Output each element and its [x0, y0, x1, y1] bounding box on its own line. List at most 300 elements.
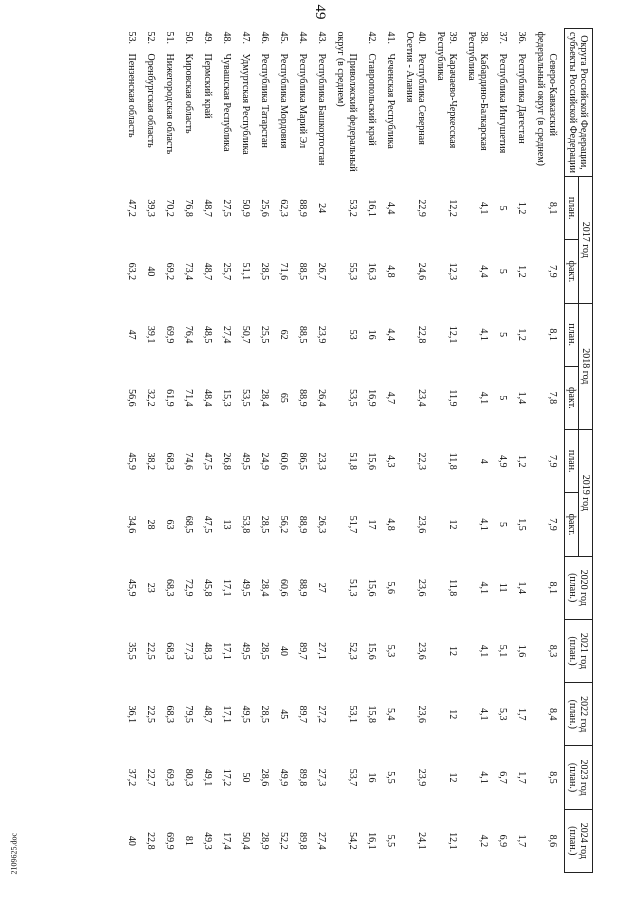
- value-cell: 25,6: [259, 199, 270, 217]
- row-number: 39.: [447, 31, 458, 44]
- value-cell: 4,1: [478, 201, 489, 215]
- value-cell: 23,4: [416, 389, 427, 407]
- value-cell: 23,6: [416, 578, 427, 597]
- value-cell: 53,7: [347, 768, 358, 787]
- row-number: 48.: [221, 31, 232, 44]
- value-cell: 53: [347, 329, 358, 340]
- value-cell: 8,1: [547, 581, 558, 594]
- region-name-cell: [219, 29, 238, 177]
- header-year-2019: 2019 год: [579, 430, 593, 557]
- region-name: Удмуртская Республика: [240, 53, 251, 155]
- value-cell: 26,8: [221, 452, 232, 470]
- value-cell: 48,7: [202, 262, 213, 281]
- value-cell: 4,9: [497, 454, 508, 468]
- value-cell: 73,4: [183, 262, 194, 281]
- value-cell: 1,2: [516, 201, 527, 215]
- region-name: Ставропольский край: [366, 53, 377, 146]
- region-name: Чеченская Республика: [385, 53, 396, 149]
- value-cell: 1,7: [516, 834, 527, 848]
- value-cell: 40: [145, 266, 156, 277]
- row-number: 38.: [478, 31, 489, 44]
- value-cell: 47,2: [126, 199, 137, 217]
- value-cell: 50,4: [240, 832, 251, 850]
- value-cell: 89,7: [297, 705, 308, 723]
- value-cell: 51,1: [240, 262, 251, 281]
- value-cell: 24,9: [259, 452, 270, 470]
- value-cell: 8,6: [547, 834, 558, 848]
- value-cell: 4,1: [478, 644, 489, 658]
- header-year-2017: 2017 год: [579, 177, 593, 304]
- region-name-cell: [333, 29, 364, 177]
- table-row: [433, 29, 464, 873]
- value-cell: 15,6: [366, 578, 377, 597]
- region-name: Карачаево-Черкесская Республика: [435, 31, 458, 149]
- region-name-cell: [402, 29, 433, 177]
- value-cell: 81: [183, 835, 194, 846]
- header-plan: план.: [565, 430, 579, 493]
- value-cell: 5: [497, 268, 508, 274]
- value-cell: 7,8: [547, 391, 558, 405]
- region-name: Нижегородская область: [164, 53, 175, 155]
- header-fact: факт.: [565, 240, 579, 303]
- table-row: [533, 29, 565, 873]
- region-name: Республика Мордовия: [278, 53, 289, 149]
- value-cell: 69,3: [164, 768, 175, 787]
- value-cell: 23,6: [416, 515, 427, 534]
- value-cell: 40: [278, 645, 289, 656]
- value-cell: 8,1: [547, 328, 558, 341]
- value-cell: 5,6: [385, 581, 396, 594]
- table-row: [402, 29, 433, 873]
- value-cell: 54,2: [347, 832, 358, 850]
- value-cell: 28: [145, 519, 156, 530]
- value-cell: 13: [221, 519, 232, 530]
- value-cell: 22,8: [145, 832, 156, 850]
- value-cell: 69,2: [164, 262, 175, 281]
- value-cell: 22,7: [145, 768, 156, 787]
- value-cell: 69,9: [164, 832, 175, 850]
- value-cell: 69,9: [164, 325, 175, 344]
- value-cell: 48,5: [202, 325, 213, 344]
- value-cell: 32,2: [145, 389, 156, 407]
- region-name: Северо-Кавказский федеральный округ (в среднем): [535, 31, 558, 166]
- value-cell: 51,8: [347, 452, 358, 470]
- value-cell: 76,8: [183, 199, 194, 217]
- value-cell: 88,9: [297, 515, 308, 534]
- value-cell: 8,1: [547, 201, 558, 215]
- value-cell: 88,9: [297, 199, 308, 217]
- value-cell: 72,9: [183, 578, 194, 597]
- value-cell: 12: [447, 519, 458, 530]
- value-cell: 5: [497, 521, 508, 527]
- value-cell: 4,1: [478, 708, 489, 721]
- value-cell: 4,1: [478, 328, 489, 341]
- table-row: [276, 29, 295, 873]
- value-cell: 28,9: [259, 832, 270, 850]
- value-cell: 15,6: [366, 452, 377, 470]
- value-cell: 49,1: [202, 768, 213, 787]
- value-cell: 80,3: [183, 768, 194, 787]
- value-cell: 27,4: [221, 325, 232, 344]
- region-name: Пензенская область: [126, 53, 137, 138]
- value-cell: 12: [447, 772, 458, 783]
- row-number: 36.: [516, 31, 527, 44]
- value-cell: 47,5: [202, 515, 213, 534]
- region-name: Республика Марий Эл: [297, 53, 308, 149]
- value-cell: 39,1: [145, 325, 156, 344]
- row-number: 42.: [366, 31, 377, 44]
- row-number: 41.: [385, 31, 396, 44]
- value-cell: 52,3: [347, 642, 358, 660]
- value-cell: 53,1: [347, 705, 358, 723]
- value-cell: 11: [497, 582, 508, 593]
- region-name-cell: [464, 29, 495, 177]
- value-cell: 28,5: [259, 705, 270, 723]
- value-cell: 50: [240, 772, 251, 783]
- value-cell: 1,7: [516, 771, 527, 784]
- value-cell: 12,2: [447, 199, 458, 217]
- value-cell: 48,4: [202, 389, 213, 407]
- value-cell: 24: [316, 203, 327, 214]
- value-cell: 4,8: [385, 518, 396, 531]
- value-cell: 70,2: [164, 199, 175, 217]
- value-cell: 88,9: [297, 578, 308, 597]
- value-cell: 1,2: [516, 265, 527, 278]
- header-fact: факт.: [565, 493, 579, 556]
- region-name: Республика Башкортостан: [316, 53, 327, 166]
- table-row: [514, 29, 533, 873]
- value-cell: 22,8: [416, 325, 427, 344]
- row-number: 52.: [145, 31, 156, 44]
- region-name-cell: [238, 29, 257, 177]
- table-row: [238, 29, 257, 873]
- value-cell: 52,2: [278, 832, 289, 850]
- value-cell: 26,3: [316, 515, 327, 534]
- region-name-cell: [433, 29, 464, 177]
- value-cell: 22,3: [416, 452, 427, 470]
- value-cell: 15,8: [366, 705, 377, 723]
- value-cell: 53,5: [347, 389, 358, 407]
- region-name: Республика Ингушетия: [497, 53, 508, 154]
- value-cell: 17,2: [221, 768, 232, 787]
- region-name-cell: [533, 29, 565, 177]
- value-cell: 5,3: [497, 708, 508, 721]
- value-cell: 28,6: [259, 768, 270, 787]
- value-cell: 4,1: [478, 391, 489, 405]
- value-cell: 17,1: [221, 642, 232, 660]
- value-cell: 89,8: [297, 768, 308, 787]
- value-cell: 4,2: [478, 834, 489, 848]
- value-cell: 28,4: [259, 389, 270, 407]
- table-row: [200, 29, 219, 873]
- rotated-table-container: [70, 28, 593, 873]
- header-year-2018: 2018 год: [579, 303, 593, 430]
- table-row: [219, 29, 238, 873]
- value-cell: 47,5: [202, 452, 213, 470]
- value-cell: 89,7: [297, 642, 308, 660]
- region-name: Чувашская Республика: [221, 53, 232, 152]
- value-cell: 71,4: [183, 389, 194, 407]
- row-number: 37.: [497, 31, 508, 44]
- value-cell: 88,9: [297, 389, 308, 407]
- region-name-cell: [200, 29, 219, 177]
- row-number: 44.: [297, 31, 308, 44]
- row-number: 47.: [240, 31, 251, 44]
- value-cell: 12,3: [447, 262, 458, 281]
- value-cell: 12: [447, 709, 458, 720]
- value-cell: 5: [497, 205, 508, 211]
- value-cell: 23,9: [416, 768, 427, 787]
- value-cell: 24,1: [416, 832, 427, 850]
- page-number: 49: [312, 4, 328, 20]
- value-cell: 48,7: [202, 705, 213, 723]
- value-cell: 16,3: [366, 262, 377, 281]
- value-cell: 45: [278, 709, 289, 720]
- value-cell: 25,5: [259, 325, 270, 344]
- value-cell: 12: [447, 645, 458, 656]
- value-cell: 71,6: [278, 262, 289, 281]
- value-cell: 68,5: [183, 515, 194, 534]
- table-row: [257, 29, 276, 873]
- header-plan: план.: [565, 303, 579, 366]
- value-cell: 4,4: [385, 328, 396, 341]
- table-row: [383, 29, 402, 873]
- value-cell: 77,3: [183, 642, 194, 660]
- value-cell: 1,4: [516, 391, 527, 405]
- table-row: [495, 29, 514, 873]
- value-cell: 11,8: [447, 452, 458, 470]
- value-cell: 23,6: [416, 705, 427, 723]
- value-cell: 26,7: [316, 262, 327, 281]
- value-cell: 49,9: [278, 768, 289, 787]
- value-cell: 36,1: [126, 705, 137, 723]
- value-cell: 11,8: [447, 579, 458, 597]
- value-cell: 6,9: [497, 834, 508, 848]
- value-cell: 5,5: [385, 771, 396, 784]
- value-cell: 68,3: [164, 578, 175, 597]
- value-cell: 12,1: [447, 832, 458, 850]
- row-number: 46.: [259, 31, 270, 44]
- value-cell: 22,9: [416, 199, 427, 217]
- value-cell: 47: [126, 329, 137, 340]
- value-cell: 49,5: [240, 578, 251, 597]
- header-plan: план.: [565, 177, 579, 240]
- value-cell: 68,3: [164, 705, 175, 723]
- value-cell: 28,5: [259, 642, 270, 660]
- value-cell: 4,7: [385, 391, 396, 405]
- value-cell: 4,4: [385, 201, 396, 215]
- value-cell: 88,5: [297, 325, 308, 344]
- value-cell: 49,5: [240, 452, 251, 470]
- value-cell: 60,6: [278, 578, 289, 597]
- value-cell: 76,4: [183, 325, 194, 344]
- value-cell: 48,3: [202, 642, 213, 660]
- header-plan-2023: 2023 год (план.): [565, 746, 593, 809]
- value-cell: 49,3: [202, 832, 213, 850]
- value-cell: 16,1: [366, 199, 377, 217]
- value-cell: 12,1: [447, 325, 458, 344]
- value-cell: 51,7: [347, 515, 358, 534]
- value-cell: 45,8: [202, 578, 213, 597]
- value-cell: 5,5: [385, 834, 396, 848]
- value-cell: 4,8: [385, 265, 396, 278]
- value-cell: 5: [497, 395, 508, 401]
- region-name: Кировская область: [183, 53, 194, 134]
- header-region: Округа Российской Федерации, субъекты Российской Федерации: [565, 29, 593, 177]
- value-cell: 4,1: [478, 518, 489, 531]
- table-row: [162, 29, 181, 873]
- region-name-cell: [295, 29, 314, 177]
- table-body: [124, 29, 565, 873]
- value-cell: 50,9: [240, 199, 251, 217]
- value-cell: 38,2: [145, 452, 156, 470]
- value-cell: 53,8: [240, 515, 251, 534]
- row-number: 51.: [164, 31, 175, 44]
- statistics-table: [124, 28, 593, 873]
- value-cell: 27,5: [221, 199, 232, 217]
- value-cell: 27,2: [316, 705, 327, 723]
- table-row: [295, 29, 314, 873]
- value-cell: 27,1: [316, 642, 327, 660]
- value-cell: 51,3: [347, 578, 358, 597]
- region-name-cell: [162, 29, 181, 177]
- value-cell: 17,1: [221, 578, 232, 597]
- value-cell: 88,5: [297, 262, 308, 281]
- value-cell: 5: [497, 332, 508, 338]
- value-cell: 1,4: [516, 581, 527, 594]
- value-cell: 45,9: [126, 452, 137, 470]
- region-name-cell: [314, 29, 333, 177]
- header-plan-2020: 2020 год (план.): [565, 556, 593, 619]
- row-number: 49.: [202, 31, 213, 44]
- value-cell: 23,6: [416, 642, 427, 660]
- value-cell: 62,3: [278, 199, 289, 217]
- value-cell: 50,7: [240, 325, 251, 344]
- value-cell: 16,9: [366, 389, 377, 407]
- value-cell: 45,9: [126, 578, 137, 597]
- region-name-cell: [383, 29, 402, 177]
- value-cell: 16: [366, 329, 377, 340]
- value-cell: 1,7: [516, 708, 527, 721]
- value-cell: 39,3: [145, 199, 156, 217]
- value-cell: 28,4: [259, 578, 270, 597]
- value-cell: 5,4: [385, 708, 396, 721]
- region-name-cell: [181, 29, 200, 177]
- table-row: [464, 29, 495, 873]
- value-cell: 25,7: [221, 262, 232, 281]
- value-cell: 48,7: [202, 199, 213, 217]
- region-name: Кабардино-Балкарская Республика: [466, 31, 489, 151]
- value-cell: 17,4: [221, 832, 232, 850]
- value-cell: 27: [316, 582, 327, 593]
- value-cell: 68,3: [164, 642, 175, 660]
- value-cell: 56,2: [278, 515, 289, 534]
- region-name: Республика Татарстан: [259, 53, 270, 148]
- value-cell: 60,6: [278, 452, 289, 470]
- value-cell: 63: [164, 519, 175, 530]
- row-number: 40.: [416, 31, 427, 44]
- value-cell: 49,5: [240, 642, 251, 660]
- value-cell: 5,1: [497, 644, 508, 658]
- value-cell: 74,6: [183, 452, 194, 470]
- value-cell: 49,5: [240, 705, 251, 723]
- row-number: 50.: [183, 31, 194, 44]
- value-cell: 5,3: [385, 644, 396, 658]
- value-cell: 4,1: [478, 771, 489, 784]
- region-name: Республика Дагестан: [516, 53, 527, 144]
- value-cell: 8,3: [547, 644, 558, 658]
- value-cell: 15,3: [221, 389, 232, 407]
- region-name-cell: [276, 29, 295, 177]
- value-cell: 53,2: [347, 199, 358, 217]
- table-row: [124, 29, 143, 873]
- value-cell: 11,9: [447, 389, 458, 407]
- region-name: Республика Северная Осетия - Алания: [404, 31, 427, 145]
- value-cell: 6,7: [497, 771, 508, 784]
- region-name-cell: [257, 29, 276, 177]
- region-name-cell: [364, 29, 383, 177]
- region-name-cell: [124, 29, 143, 177]
- value-cell: 53,5: [240, 389, 251, 407]
- value-cell: 27,4: [316, 832, 327, 850]
- value-cell: 28,5: [259, 515, 270, 534]
- value-cell: 17: [366, 519, 377, 530]
- table-row: [143, 29, 162, 873]
- value-cell: 7,9: [547, 518, 558, 531]
- value-cell: 1,6: [516, 644, 527, 658]
- value-cell: 1,5: [516, 518, 527, 531]
- value-cell: 23: [145, 582, 156, 593]
- value-cell: 23,9: [316, 325, 327, 344]
- value-cell: 7,9: [547, 265, 558, 278]
- header-fact: факт.: [565, 366, 579, 429]
- value-cell: 7,9: [547, 454, 558, 468]
- footer-filename: 2109625.doc: [9, 832, 19, 875]
- region-name: Приволжский федеральный округ (в среднем): [335, 31, 358, 172]
- value-cell: 15,6: [366, 642, 377, 660]
- row-number: 45.: [278, 31, 289, 44]
- value-cell: 56,6: [126, 389, 137, 407]
- value-cell: 24,6: [416, 262, 427, 281]
- value-cell: 61,9: [164, 389, 175, 407]
- value-cell: 35,5: [126, 642, 137, 660]
- region-name-cell: [495, 29, 514, 177]
- region-name-cell: [143, 29, 162, 177]
- value-cell: 79,5: [183, 705, 194, 723]
- value-cell: 1,2: [516, 328, 527, 341]
- value-cell: 28,5: [259, 262, 270, 281]
- value-cell: 16,1: [366, 832, 377, 850]
- value-cell: 63,2: [126, 262, 137, 281]
- table-row: [314, 29, 333, 873]
- value-cell: 86,5: [297, 452, 308, 470]
- row-number: 53.: [126, 31, 137, 44]
- header-plan-2021: 2021 год (план.): [565, 619, 593, 682]
- header-plan-2024: 2024 год (план.): [565, 809, 593, 872]
- value-cell: 68,3: [164, 452, 175, 470]
- header-plan-2022: 2022 год (план.): [565, 683, 593, 746]
- table-row: [364, 29, 383, 873]
- table-row: [181, 29, 200, 873]
- value-cell: 17,1: [221, 705, 232, 723]
- value-cell: 8,4: [547, 708, 558, 721]
- value-cell: 23,3: [316, 452, 327, 470]
- value-cell: 4,4: [478, 265, 489, 278]
- region-name: Оренбургская область: [145, 53, 156, 148]
- region-name-cell: [514, 29, 533, 177]
- value-cell: 4: [478, 458, 489, 464]
- value-cell: 65: [278, 392, 289, 403]
